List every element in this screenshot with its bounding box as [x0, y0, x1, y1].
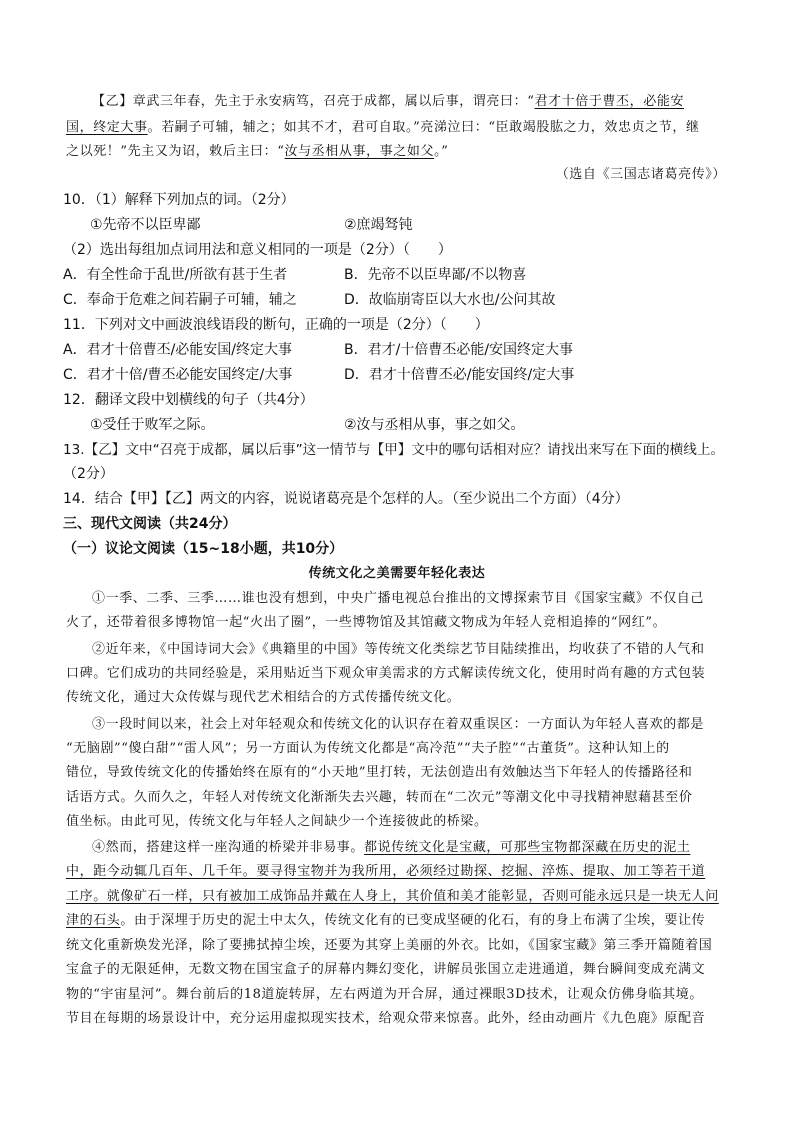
- underlined-sentence: 君才十倍于曹丕，必能安: [534, 94, 685, 109]
- q10-word-2: ②庶竭驽钝: [344, 217, 413, 233]
- article-p1-line-1: ①一季、二季、三季……谁也没有想到，中央广播电视总台推出的文博探索节目《国家宝藏》不仅自己: [92, 591, 705, 606]
- article-p2-line-1: ②近年来，《中国诗词大会》《典籍里的中国》等传统文化类综艺节目陆续推出，均收获了不错的人气和: [92, 642, 705, 657]
- article-p4-line-5: 统文化重新焕发光泽，除了要拂拭掉尘埃，还要为其穿上美丽的外衣。比如，《国家宝藏》第三季开篇随着国: [66, 938, 713, 953]
- section-3-subtitle: （一）议论文阅读（15~18小题，共10分）: [63, 541, 344, 557]
- article-p4-line-3: [66, 887, 719, 907]
- underlined-sentence: 工序。就像矿石一样，只有被加工成饰品并戴在人身上，其价值和美才能彰显，否则可能永远只是一块无人问: [66, 889, 719, 904]
- question-13-line-2: （2分）: [63, 466, 114, 482]
- q10-option-c: C．奉命于危难之间若嗣子可辅，辅之: [63, 292, 297, 308]
- passage-yi-line-3: 之以死！”先主又为诏，敕后主曰：“汝与丞相从事，事之如父。”: [66, 144, 449, 159]
- q10-sub-2: （2）选出每组加点词用法和意义相同的一项是（2分）（ ）: [63, 242, 452, 258]
- article-p4-line-8: 节目在每期的场景设计中，充分运用虚拟现实技术，给观众带来惊喜。此外，经由动画片《九色鹿》原配音: [66, 1011, 706, 1026]
- q11-option-b: B．君才/十倍曹丕必能/安国终定大事: [344, 342, 574, 358]
- article-p4-line-4: 津的石头。由于深埋于历史的泥土中太久，传统文化有的已变成坚硬的化石，有的身上布满了尘埃，要让传: [66, 913, 706, 928]
- article-title: 传统文化之美需要年轻化表达: [308, 566, 486, 581]
- passage-source: （选自《三国志诸葛亮传》）: [555, 167, 726, 182]
- q12-sentence-2: ②汝与丞相从事，事之如父。: [344, 417, 525, 433]
- q11-option-d: D．君才十倍曹丕必/能安国终/定大事: [344, 367, 575, 383]
- article-p4-line-2: [66, 862, 705, 882]
- q12-sentence-1: ①受任于败军之际。: [90, 417, 215, 433]
- article-p1-line-2: 火了，还带着很多博物馆一起“火出了圈”，一些博物馆及其馆藏文物成为年轻人竞相追捧的“网红”。: [66, 615, 667, 630]
- article-p3-line-4: 话语方式。久而久之，年轻人对传统文化渐渐失去兴趣，转而在“二次元”等潮文化中寻找精神慰藉甚至价: [66, 790, 693, 805]
- article-p3-line-3: 错位，导致传统文化的传播始终在原有的“小天地”里打转，无法创造出有效触达当下年轻人的传播路径和: [66, 765, 693, 780]
- article-p3-line-2: “无脑剧”“傻白甜”“雷人风”；另一方面认为传统文化都是“高冷范”“夫子腔”“古董货”。这种认知上的: [66, 741, 670, 756]
- passage-yi-line-2: 国，终定大事。若嗣子可辅，辅之；如其不才，君可自取。”亮涕泣曰：“臣敢竭股肱之力，效忠贞之节，继: [66, 120, 700, 135]
- underlined-sentence: 津的石头: [66, 913, 121, 928]
- article-p3-line-5: 值坐标。由此可见，传统文化与年轻人之间缺少一个连接彼此的桥梁。: [66, 814, 488, 829]
- underlined-sentence: 都说传统文化是宝藏，可那些宝物都深藏在历史的泥土: [364, 840, 691, 855]
- article-p3-line-1: ③一段时间以来，社会上对年轻观众和传统文化的认识存在着双重误区：一方面认为年轻人喜欢的都是: [92, 717, 705, 732]
- article-p4-line-6: 宝盒子的无限延伸，无数文物在国宝盒子的屏幕内舞幻变化，讲解员张国立走进通道，舞台瞬间变成充满文: [66, 962, 706, 977]
- q10-option-b: B．先帝不以臣卑鄙/不以物喜: [344, 267, 527, 283]
- passage-yi-line-1: 【乙】章武三年春，先主于永安病笃，召亮于成都，属以后事，谓亮曰：“君才十倍于曹丕，必能安: [92, 94, 685, 109]
- article-p2-line-2: 口碑。它们成功的共同经验是，采用贴近当下观众审美需求的方式解读传统文化，使用时尚有趣的方式包装: [66, 666, 706, 681]
- question-13-line-1: 13.【乙】文中“召亮于成都，属以后事”这一情节与【甲】文中的哪句话相对应？请找出来写在下面的横线上。: [63, 442, 725, 458]
- q10-option-a: A．有全性命于乱世/所欲有甚于生者: [63, 267, 288, 283]
- underlined-sentence: 汝与丞相从事，事之如父: [284, 144, 435, 159]
- question-10-head: 10．（1）解释下列加点的词。（2分）: [63, 192, 295, 208]
- question-11-head: 11．下列对文中画波浪线语段的断句，正确的一项是（2分）（ ）: [63, 317, 489, 333]
- question-14: 14．结合【甲】【乙】两文的内容，说说诸葛亮是个怎样的人。（至少说出二个方面）（4分）: [63, 491, 629, 507]
- article-p2-line-3: 传统文化，通过大众传媒与现代艺术相结合的方式传播传统文化。: [66, 690, 461, 705]
- q10-option-d: D．故临崩寄臣以大水也/公问其故: [344, 292, 556, 308]
- article-p4-line-1: ④然而，搭建这样一座沟通的桥梁并非易事。都说传统文化是宝藏，可那些宝物都深藏在历史的泥土: [92, 840, 691, 855]
- section-3-title: 三、现代文阅读（共24分）: [63, 516, 237, 532]
- underlined-sentence: 国，终定大事: [66, 120, 148, 135]
- q11-option-c: C．君才十倍/曹丕必能安国终定/大事: [63, 367, 293, 383]
- q10-word-1: ①先帝不以臣卑鄙: [90, 217, 201, 233]
- underlined-sentence: 中，距今动辄几百年、几千年。要寻得宝物并为我所用，必须经过勘探、挖掘、淬炼、提取、加工等若干道: [66, 864, 706, 879]
- question-12-head: 12．翻译文段中划横线的句子（共4分）: [63, 392, 314, 408]
- article-p4-line-7: 物的“宇宙星河”。舞台前后的18道旋转屏，左右两道为开合屏，通过裸眼3D技术，让观众仿佛身临其境。: [66, 987, 703, 1002]
- q11-option-a: A．君才十倍曹丕/必能安国/终定大事: [63, 342, 293, 358]
